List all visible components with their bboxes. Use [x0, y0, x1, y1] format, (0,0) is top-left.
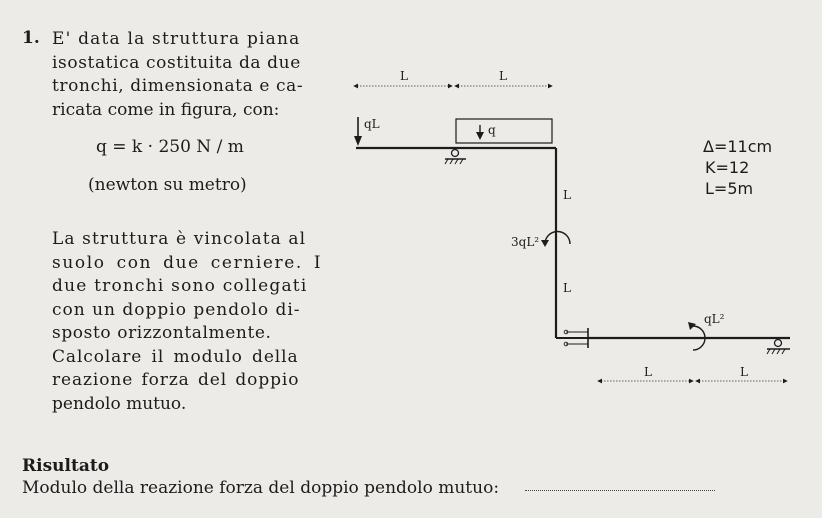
moment-upper-label: 3qL²: [511, 235, 540, 249]
body-line: con un doppio pendolo di-: [52, 299, 301, 320]
unit-note: (newton su metro): [88, 175, 247, 195]
intro-line: ricata come in figura, con:: [52, 99, 280, 120]
dim-top-left-label: L: [400, 69, 408, 83]
body-line: Calcolare il modulo della: [52, 346, 299, 367]
param-delta: Δ=11cm: [703, 137, 773, 156]
dim-bottom-left-label: L: [644, 365, 652, 379]
dim-top-right-label: L: [499, 69, 507, 83]
intro-line: E' data la struttura piana: [52, 29, 301, 49]
dim-bottom-right-label: L: [740, 365, 748, 379]
double-pendulum: [556, 328, 588, 348]
dim-vertical-lower-label: L: [563, 281, 571, 295]
moment-lower-label: qL²: [704, 312, 725, 326]
moment-lower: [688, 312, 725, 350]
body-line: pendolo mutuo.: [52, 393, 187, 414]
param-l: L=5m: [705, 179, 754, 198]
body-line: sposto orizzontalmente.: [52, 323, 272, 343]
intro-line: isostatica costituita da due: [52, 52, 301, 73]
result-title: Risultato: [22, 456, 110, 476]
body-line: reazione forza del doppio: [52, 370, 300, 390]
result-question: Modulo della reazione forza del doppio pendolo mutuo:: [22, 478, 500, 498]
lower-hinge-support: [767, 340, 790, 355]
question-number: 1.: [22, 28, 40, 48]
bottom-dimension: [598, 365, 787, 381]
top-dimension: [354, 69, 552, 86]
body-line: due tronchi sono collegati: [52, 276, 308, 296]
distributed-load-q: [456, 119, 552, 143]
moment-upper: [511, 232, 570, 250]
load-ql-label: qL: [364, 117, 380, 131]
body-line: La struttura è vincolata al: [52, 229, 307, 249]
param-k: K=12: [705, 158, 750, 177]
answer-field[interactable]: [525, 476, 715, 491]
load-formula: q = k · 250 N / m: [96, 137, 244, 157]
load-q-label: q: [488, 123, 496, 137]
point-load-ql: [354, 117, 380, 146]
body-line: suolo con due cerniere. I: [52, 252, 323, 273]
upper-hinge-support: [445, 150, 466, 165]
intro-line: tronchi, dimensionata e ca-: [52, 76, 304, 96]
dim-vertical-upper-label: L: [563, 188, 571, 202]
